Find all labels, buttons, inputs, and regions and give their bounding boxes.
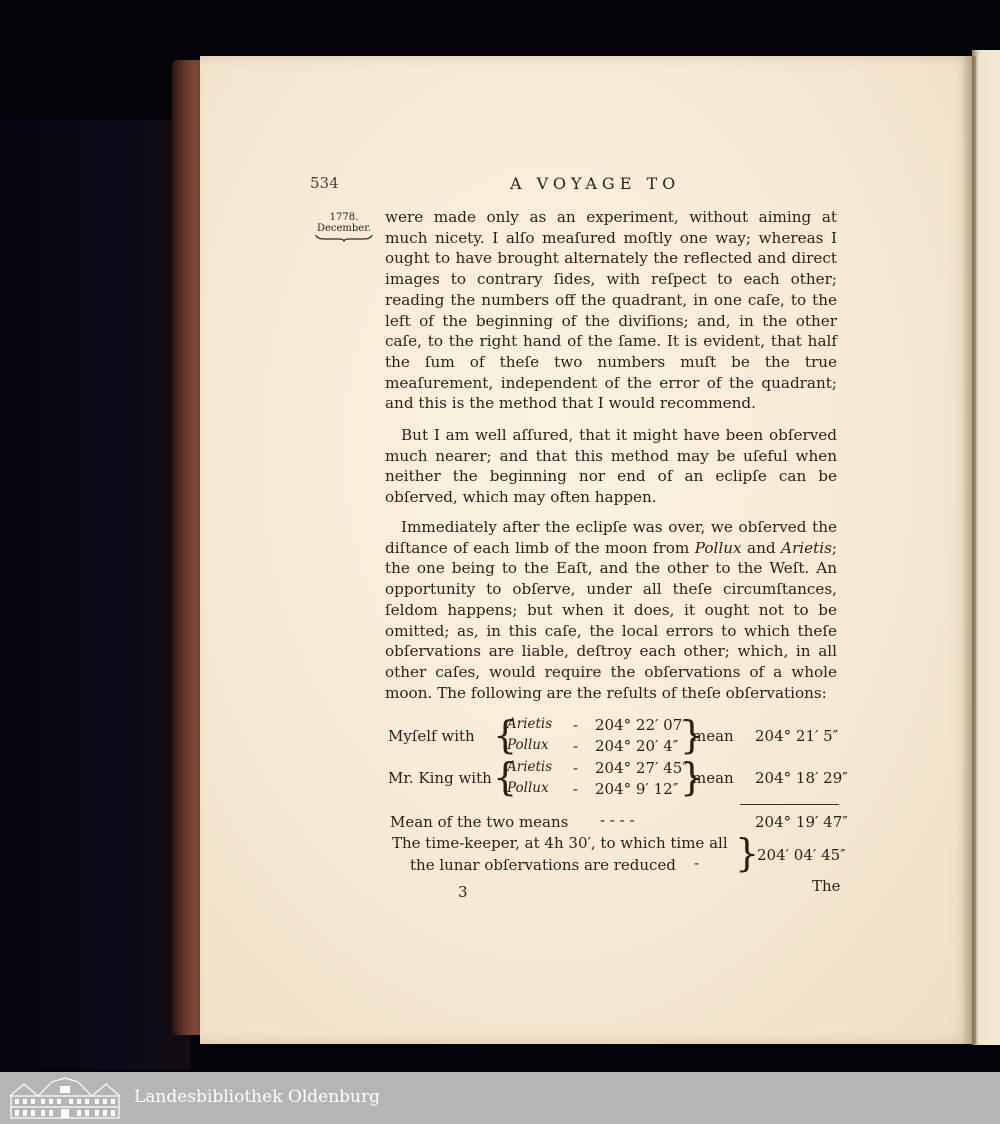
left-brace-icon: { [493,755,518,799]
row1-mean-value: 204° 21′ 5″ [755,727,839,745]
right-brace-icon: } [735,831,760,875]
signature-mark: 3 [458,883,468,901]
margin-brace-icon [315,234,373,242]
margin-date-note [313,212,375,245]
left-brace-icon: { [493,713,518,757]
library-footer-bar [0,1072,1000,1124]
star-arietis: Arietis [781,538,832,557]
mean-of-means-dashes: - - - - [600,811,635,829]
timekeeper-value: 204′ 04′ 45″ [757,846,846,864]
mean-of-means-label: Mean of the two means [390,813,569,831]
row2-value1: 204° 27′ 45″ [595,759,688,777]
page-number: 534 [310,174,339,192]
row2-label: Mr. King with [388,769,492,787]
row2-dash2: - [573,780,579,798]
row1-value2: 204° 20′ 4″ [595,737,679,755]
paragraph-1 [385,207,837,414]
timekeeper-line2: the lunar obſervations are reduced [410,856,676,874]
star-pollux: Pollux [694,538,742,557]
row2-value2: 204° 9′ 12″ [595,780,679,798]
row1-dash2: - [573,737,579,755]
catchword: The [812,877,841,895]
row1-dash1: - [573,716,579,734]
timekeeper-dash: - [694,854,700,872]
margin-month: December. [316,223,372,234]
row1-star1: Arietis [507,716,553,732]
timekeeper-line1: The time-keeper, at 4h 30′, to which time all [392,834,728,852]
facing-page-edge [972,50,1000,1045]
row2-star2: Pollux [507,780,549,796]
paragraph-3-start: Immediately after the eclipſe was over, we obſerved the diſtance of each limb of the moon from [385,518,837,557]
page-gutter [962,56,976,1044]
paragraph-2 [385,425,837,508]
paragraph-3-rest: ; the one being to the Eaſt, and the other to the Weſt. An opportunity to obſerve, under all theſe circumſtances, ſeldom happens; but when it does, it ought not to be omitted; as, in this caſe, the local errors to which theſe obſervations are liable, deſtroy each other; which, in all other caſes, would require the obſervations of a whole moon. The following are the reſults of theſe obſervations: [385,538,837,702]
right-brace-icon: } [680,755,705,799]
row1-label: Myſelf with [388,727,475,745]
scan-background [0,120,190,1070]
sum-rule [740,804,839,805]
row1-star2: Pollux [507,737,549,753]
mean-of-means-value: 204° 19′ 47″ [755,813,848,831]
paragraph-3-and: and [741,538,782,557]
paragraph-2-text: But I am well aſſured, that it might have been obſerved much nearer; and that this method may be uſeful when neither the beginning nor end of an eclipſe can be obſerved, which may often happen. [385,426,837,507]
row2-mean-label: mean [692,769,734,787]
margin-year: 1778. [329,212,359,223]
right-brace-icon: } [680,713,705,757]
row1-value1: 204° 22′ 07″ [595,716,688,734]
row2-mean-value: 204° 18′ 29″ [755,769,848,787]
library-building-icon [8,1076,122,1120]
paragraph-3 [385,517,837,703]
row2-dash1: - [573,759,579,777]
row2-star1: Arietis [507,759,553,775]
row1-mean-label: mean [692,727,734,745]
paragraph-1-text: were made only as an experiment, without aiming at much nicety. I alſo meaſured moſtly one way; whereas I ought to have brought alternately the reflected and direct images to contrary ſides, with reſpect to each other; reading the numbers off the quadrant, in one caſe, to the left of the beginning of the diviſions; and, in the other caſe, to the right hand of the ſame. It is evident, that half the ſum of theſe two numbers muſt be the true meaſurement, independent of the error of the quadrant; and this is the method that I would recommend. [385,208,837,413]
running-header: A VOYAGE TO [510,174,681,193]
library-name: Landesbibliothek Oldenburg [134,1087,381,1107]
